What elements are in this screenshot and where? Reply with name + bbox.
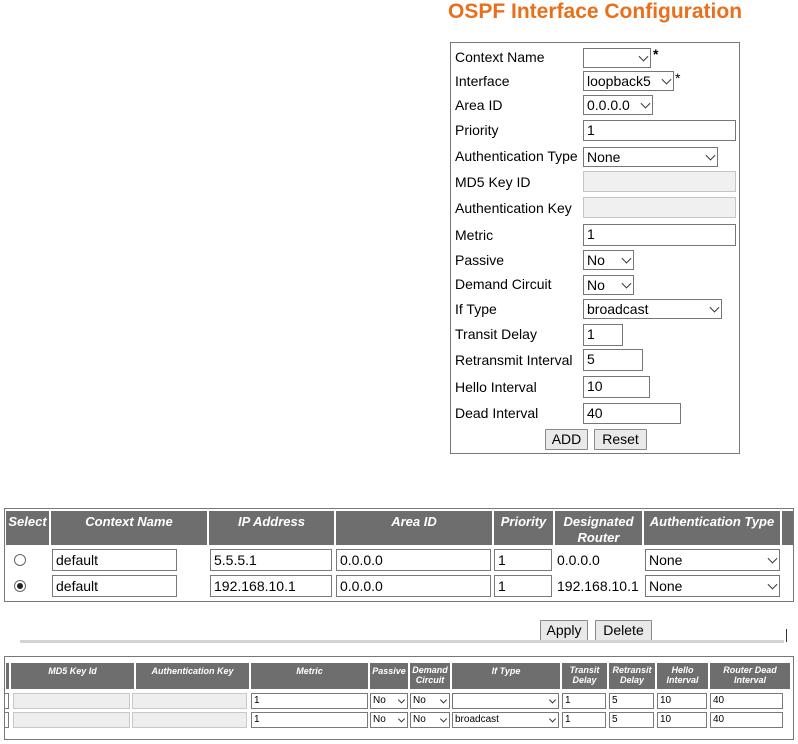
chevron-down-icon [768, 580, 778, 590]
chevron-down-icon [549, 715, 556, 722]
row-ip-address[interactable]: 192.168.10.1 [210, 575, 332, 597]
passive-value: No [587, 252, 605, 268]
area-id-value: 0.0.0.0 [587, 97, 630, 113]
row-dead-interval[interactable]: 40 [710, 712, 783, 728]
chevron-down-icon [398, 715, 405, 722]
demand-circuit-value: No [587, 277, 605, 293]
hello-interval-input[interactable]: 10 [583, 376, 650, 398]
chevron-down-icon [710, 303, 720, 313]
page-title: OSPF Interface Configuration [448, 0, 743, 23]
row-passive-value: No [373, 695, 386, 706]
row-hello-interval[interactable]: 10 [657, 712, 707, 728]
row-designated-router: 192.168.10.1 [557, 578, 639, 594]
row-if-type-value: broadcast [455, 714, 499, 725]
row-auth-key[interactable] [132, 712, 247, 728]
chevron-down-icon [622, 279, 632, 289]
auth-type-select[interactable] [583, 147, 718, 167]
row-passive-value: No [373, 714, 386, 725]
chevron-down-icon [622, 254, 632, 264]
row-auth-type-value: None [649, 552, 683, 568]
column-header-ip-address: IP Address [209, 511, 334, 545]
column-header-priority: Priority [494, 511, 553, 545]
row-priority[interactable]: 1 [494, 575, 552, 597]
row-md5-key-id[interactable] [13, 712, 130, 728]
row-context-name[interactable]: default [52, 575, 177, 597]
auth-key-label: Authentication Key [455, 200, 572, 216]
row-auth-type-select[interactable] [645, 575, 780, 597]
column-header-designated-router: Designated Router [555, 511, 642, 545]
context-name-select[interactable] [583, 48, 651, 68]
hello-interval-label: Hello Interval [455, 379, 537, 395]
context-name-label: Context Name [455, 49, 545, 65]
row-transit-delay[interactable]: 1 [562, 712, 606, 728]
auth-key-input[interactable] [583, 197, 736, 218]
chevron-down-icon [549, 696, 556, 703]
demand-circuit-select[interactable] [583, 275, 634, 295]
row-hello-interval[interactable]: 10 [657, 693, 707, 709]
if-type-value: broadcast [587, 301, 649, 317]
row-md5-key-id[interactable] [13, 693, 130, 709]
dead-interval-input[interactable]: 40 [583, 403, 681, 424]
chevron-down-icon [639, 52, 649, 62]
column-header-metric: Metric [251, 663, 368, 689]
area-id-select[interactable] [583, 95, 653, 115]
chevron-down-icon [706, 151, 716, 161]
column-header-md5-key-id: MD5 Key Id [11, 663, 134, 689]
column-header-overflow [782, 511, 794, 545]
required-marker: * [653, 46, 659, 62]
metric-label: Metric [455, 227, 494, 243]
required-marker: * [675, 70, 681, 86]
passive-select[interactable] [583, 250, 634, 270]
row-area-id[interactable]: 0.0.0.0 [336, 549, 491, 571]
row-retransit-delay[interactable]: 5 [609, 712, 654, 728]
retransmit-interval-input[interactable]: 5 [583, 349, 643, 371]
interface-value: loopback5 [587, 73, 651, 89]
row-overflow-cell[interactable] [4, 693, 9, 709]
row-demand-value: No [413, 714, 426, 725]
row-metric[interactable]: 1 [251, 693, 368, 709]
retransmit-interval-label: Retransmit Interval [455, 352, 573, 368]
column-header-if-type: If Type [452, 663, 560, 689]
auth-type-label: Authentication Type [455, 148, 578, 164]
chevron-down-icon [768, 554, 778, 564]
row-transit-delay[interactable]: 1 [562, 693, 606, 709]
passive-label: Passive [455, 252, 505, 268]
md5-key-id-input[interactable] [583, 171, 736, 192]
chevron-down-icon [398, 696, 405, 703]
row-context-name[interactable]: default [52, 549, 177, 571]
divider [20, 640, 784, 643]
column-header-context-name: Context Name [51, 511, 207, 545]
row-demand-select[interactable] [410, 712, 450, 728]
area-id-label: Area ID [455, 97, 503, 113]
column-header-demand-circuit: Demand Circuit [410, 663, 450, 689]
add-button[interactable]: ADD [545, 429, 588, 450]
column-header-passive: Passive [370, 663, 408, 689]
row-passive-select[interactable] [370, 693, 408, 709]
delete-button[interactable]: Delete [595, 620, 652, 641]
interface-table [4, 508, 794, 602]
auth-type-value: None [587, 149, 621, 165]
row-passive-select[interactable] [370, 712, 408, 728]
row-ip-address[interactable]: 5.5.5.1 [210, 549, 332, 571]
interface-detail-table [4, 656, 794, 740]
chevron-down-icon [662, 75, 672, 85]
row-dead-interval[interactable]: 40 [710, 693, 783, 709]
row-if-type-select[interactable] [452, 712, 559, 728]
transit-delay-label: Transit Delay [455, 326, 537, 342]
row-demand-value: No [413, 695, 426, 706]
column-header-hello-interval: Hello Interval [657, 663, 708, 689]
column-header-transit-delay: Transit Delay [562, 663, 607, 689]
row-designated-router: 0.0.0.0 [557, 552, 600, 568]
chevron-down-icon [440, 696, 447, 703]
if-type-label: If Type [455, 301, 497, 317]
row-demand-select[interactable] [410, 693, 450, 709]
row-select-radio[interactable] [14, 554, 26, 566]
transit-delay-input[interactable]: 1 [583, 324, 623, 346]
row-auth-type-select[interactable] [645, 549, 780, 571]
interface-label: Interface [455, 73, 510, 89]
column-header-router-dead-interval: Router Dead Interval [710, 663, 790, 689]
row-select-radio[interactable] [14, 580, 26, 592]
if-type-select[interactable] [583, 299, 722, 319]
demand-circuit-label: Demand Circuit [455, 276, 552, 292]
metric-input[interactable]: 1 [583, 224, 736, 246]
row-overflow-cell[interactable] [4, 712, 9, 728]
priority-label: Priority [455, 122, 499, 138]
row-if-type-select[interactable] [452, 693, 559, 709]
row-auth-key[interactable] [132, 693, 247, 709]
row-retransit-delay[interactable]: 5 [609, 693, 654, 709]
ospf-interface-form [450, 42, 740, 454]
row-auth-type-value: None [649, 578, 683, 594]
column-header-authentication-key: Authentication Key [136, 663, 249, 689]
column-header-retransit-delay: Retransit Delay [609, 663, 655, 689]
md5-key-id-label: MD5 Key ID [455, 174, 531, 190]
chevron-down-icon [440, 715, 447, 722]
row-priority[interactable]: 1 [494, 549, 552, 571]
row-metric[interactable]: 1 [251, 712, 368, 728]
column-header-select: Select [6, 511, 49, 545]
row-area-id[interactable]: 0.0.0.0 [336, 575, 491, 597]
priority-input[interactable]: 1 [583, 120, 736, 141]
column-header-overflow [6, 663, 9, 689]
column-header-authentication-type: Authentication Type [644, 511, 780, 545]
chevron-down-icon [641, 99, 651, 109]
divider-tick [786, 629, 787, 642]
column-header-area-id: Area ID [336, 511, 492, 545]
apply-button[interactable]: Apply [540, 620, 588, 641]
reset-button[interactable]: Reset [594, 429, 647, 450]
dead-interval-label: Dead Interval [455, 405, 539, 421]
interface-select[interactable] [583, 71, 674, 91]
